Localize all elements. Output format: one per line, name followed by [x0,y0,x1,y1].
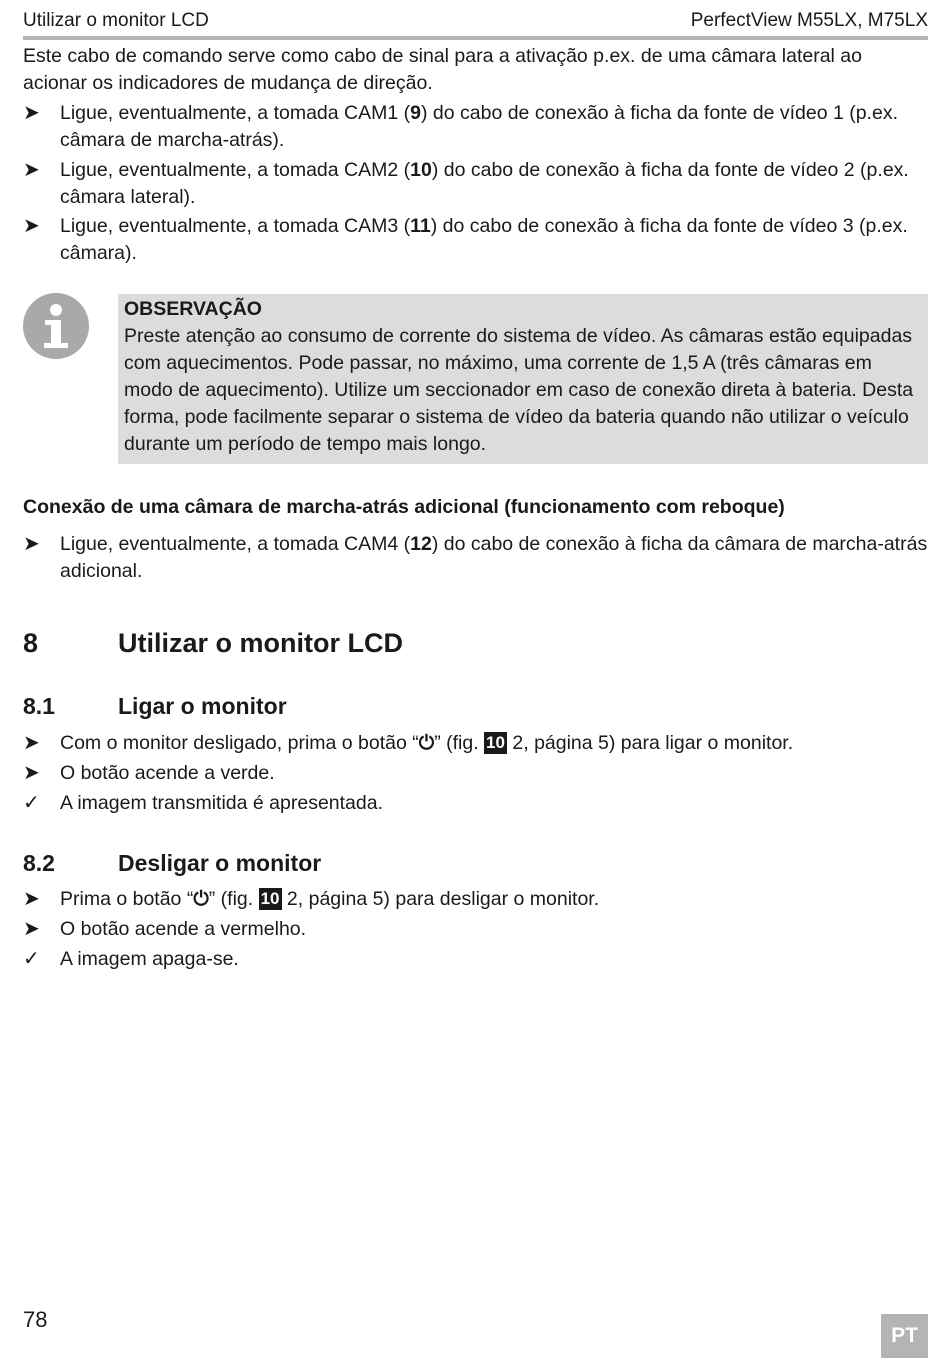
note-text: Preste atenção ao consumo de corrente do sistema de vídeo. As câmaras estão equipadas com aquecimentos. Pode passar, no máximo, uma corrente de 1,5 A (três câmaras em modo de aquecimento). Utilize um seccionador em caso de conexão direta à bateria. Desta forma, pode facilmente separar o sistema de vídeo da bateria quando não utilizar o veículo durante um período de tempo mais longo. [124,325,914,455]
cam4-number: 12 [410,533,432,555]
cam2-text-pre: Ligue, eventualmente, a tomada CAM2 ( [60,159,411,181]
power-on-result [23,790,928,817]
step-arrow: ➤ [23,762,40,784]
power-on-text-mid: ” (fig. [434,732,485,754]
section-8-1-number: 8.1 [23,693,55,719]
step-arrow: ➤ [23,102,40,124]
header-product-name: PerfectView M55LX, M75LX [690,10,928,31]
cam1-text-pre: Ligue, eventualmente, a tomada CAM1 ( [60,102,411,124]
cam3-text-pre: Ligue, eventualmente, a tomada CAM3 ( [60,215,411,237]
step-arrow: ➤ [23,215,40,237]
section-8-2-title: Desligar o monitor [118,850,322,876]
section-8-2-number: 8.2 [23,850,55,876]
step-arrow: ➤ [23,918,40,940]
figure-number-badge: 10 [260,889,280,908]
cam2-step [23,157,928,211]
info-icon [23,293,89,359]
cam4-text-pre: Ligue, eventualmente, a tomada CAM4 ( [60,533,411,555]
step-arrow: ➤ [23,533,40,555]
power-on-led-text: O botão acende a verde. [60,762,275,784]
power-on-text-post: 2, página 5) para ligar o monitor. [506,732,794,754]
section-8-title: Utilizar o monitor LCD [118,628,403,658]
check-icon: ✓ [23,948,40,970]
power-off-text-pre: Prima o botão “ [60,888,194,910]
note-box [118,294,928,464]
page-number: 78 [23,1307,48,1332]
language-tab: PT [881,1314,928,1358]
power-off-result [23,946,928,973]
power-on-text-pre: Com o monitor desligado, prima o botão “ [60,732,419,754]
cam2-number: 10 [410,159,432,181]
power-off-result-text: A imagem apaga-se. [60,948,239,970]
cam1-step [23,100,928,154]
cam2-text-post: ) do cabo de conexão à ficha da fonte de vídeo 2 (p.ex. câmara lateral). [60,159,909,208]
power-off-text-post: 2, página 5) para desligar o monitor. [281,888,600,910]
trailer-camera-heading: Conexão de uma câmara de marcha-atrás adicional (funcionamento com reboque) [23,496,785,518]
power-on-led-step [23,760,928,787]
header-section-title: Utilizar o monitor LCD [23,10,209,31]
cam1-text-post: ) do cabo de conexão à ficha da fonte de vídeo 1 (p.ex. câmara de marcha-atrás). [60,102,898,151]
cam4-text-post: ) do cabo de conexão à ficha da câmara de marcha-atrás adicional. [60,533,928,582]
power-on-step [23,730,928,757]
power-off-led-text: O botão acende a vermelho. [60,918,307,940]
cam3-text-post: ) do cabo de conexão à ficha da fonte de vídeo 3 (p.ex. câmara). [60,215,908,264]
page-header [23,6,928,40]
cam1-number: 9 [410,102,421,124]
step-arrow: ➤ [23,732,40,754]
step-arrow: ➤ [23,159,40,181]
power-on-result-text: A imagem transmitida é apresentada. [60,792,384,814]
power-off-step [23,886,928,913]
figure-number-badge: 10 [486,733,505,752]
section-8-2-heading [23,850,321,877]
power-off-led-step [23,916,928,943]
power-icon: ⏻ [418,732,435,754]
cam3-number: 11 [410,215,431,237]
cam3-step [23,213,928,267]
note-title: OBSERVAÇÃO [124,298,262,320]
power-off-text-mid: ” (fig. [208,888,259,910]
section-8-heading [23,628,403,659]
power-icon: ⏻ [193,888,209,910]
check-icon: ✓ [23,792,40,814]
section-8-1-heading [23,693,287,720]
intro-paragraph: Este cabo de comando serve como cabo de sinal para a ativação p.ex. de uma câmara lateral ao acionar os indicadores de mudança de direção. [23,45,862,94]
step-arrow: ➤ [23,888,40,910]
cam4-step [23,531,928,585]
section-8-number: 8 [23,628,39,658]
section-8-1-title: Ligar o monitor [118,693,287,719]
